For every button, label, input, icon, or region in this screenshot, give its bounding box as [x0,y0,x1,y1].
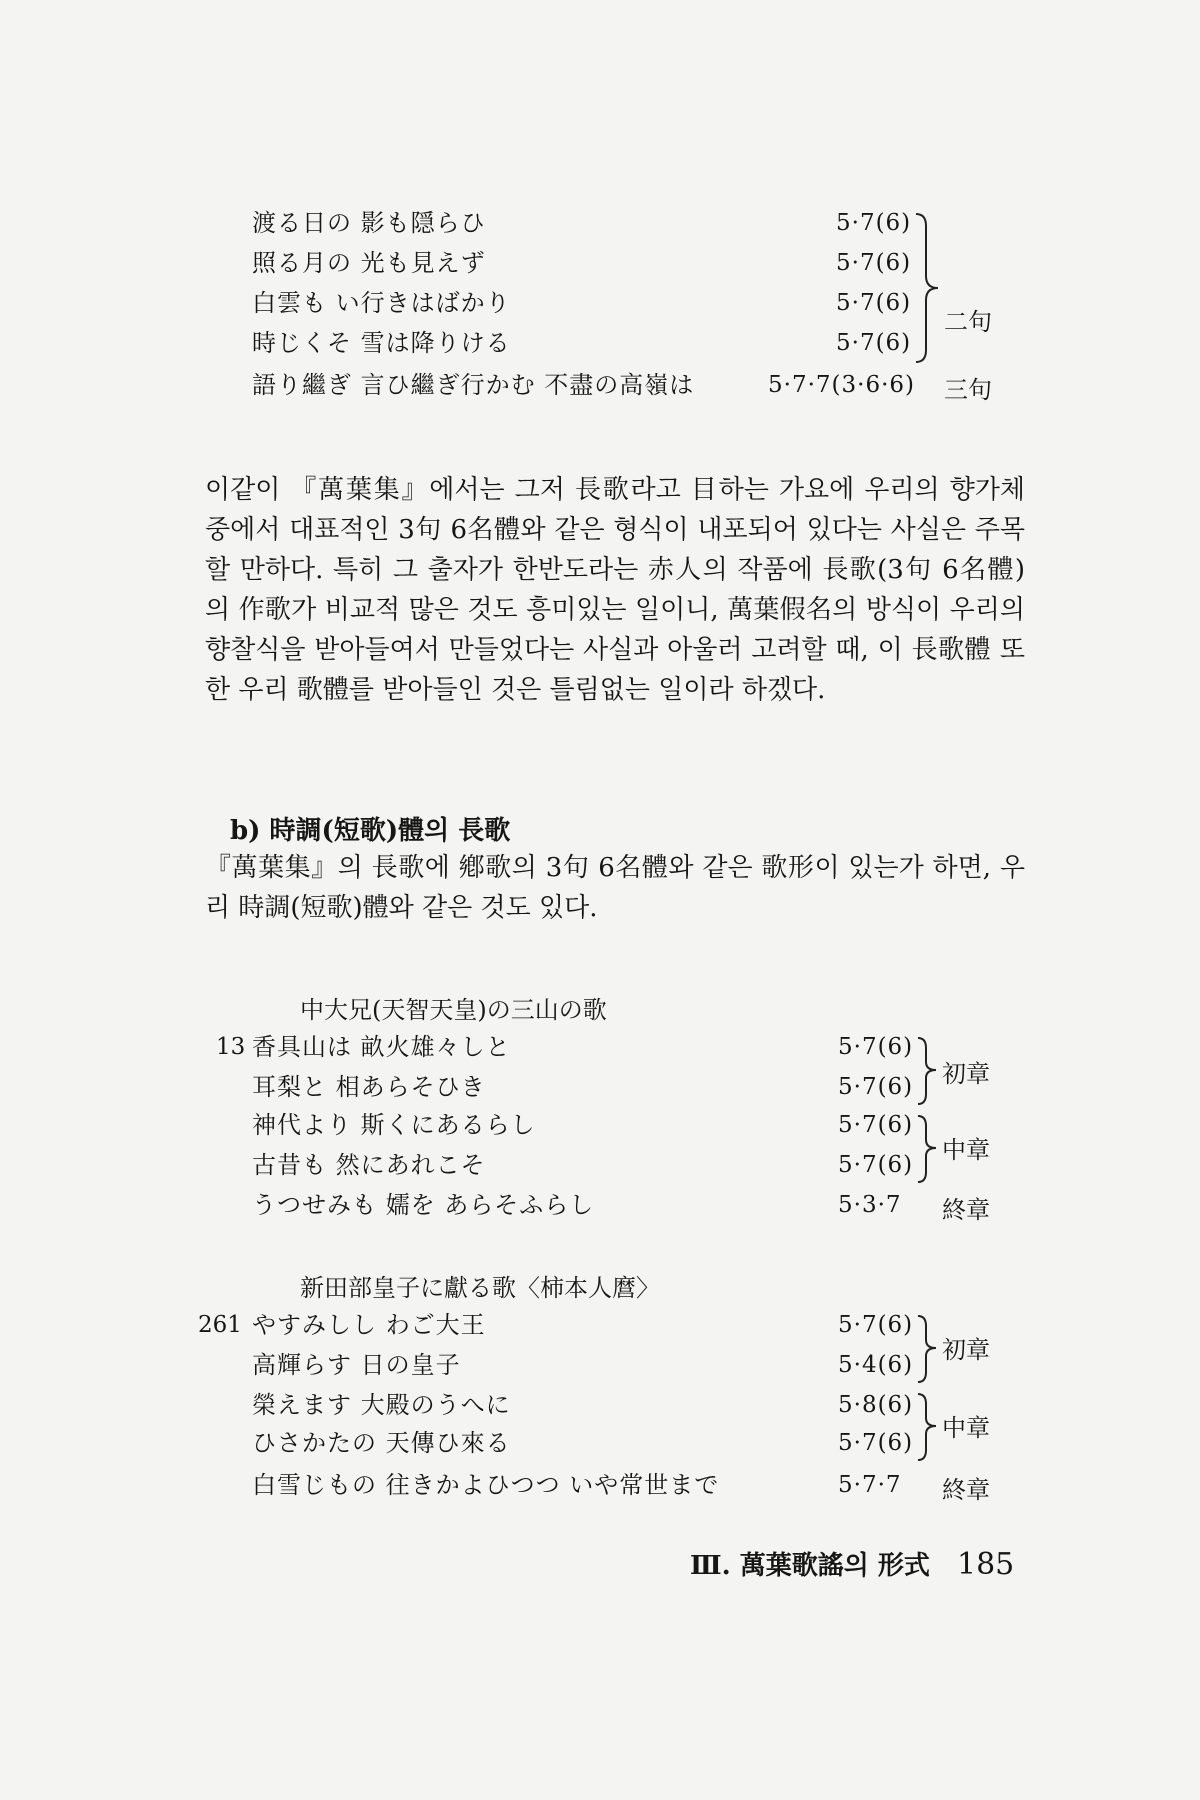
paragraph-text: 이같이 『萬葉集』에서는 그저 長歌라고 目하는 가요에 우리의 향가체 중에서 대표적인 3句 6名體와 같은 형식이 내포되어 있다는 사실은 주목할 만하다. 특히 그 출자가 한반도라는 赤人의 작품에 長歌(3句 6名體)의 作歌가 비교적 많은 것도 흥미있는 일이니, 萬葉假名의 방식이 우리의 향찰식을 받아들여서 만들었다는 사실과 아울러 고려할 때, 이 長歌體 또한 우리 歌體를 받아들인 것은 틀림없는 일이라 하겠다. [205,475,1025,705]
verse-line [0,1470,1200,1510]
meter: 5·7(6) [838,1034,914,1060]
verse-text: 高輝らす 日の皇子 [252,1351,461,1379]
verse-line [0,1390,1200,1430]
meter: 5·8(6) [838,1392,914,1418]
verse-text: 耳梨と 相あらそひき [252,1073,486,1101]
verse-line [0,370,1200,410]
verse-text: 白雪じもの 往きかよひつつ いや常世まで [252,1471,720,1499]
brace-icon [914,1036,940,1106]
meter: 5·7(6) [836,250,912,276]
verse-line [0,1072,1200,1112]
poem-title: 中大兄(天智天皇)の三山の歌 [300,996,607,1024]
verse-text: 香具山は 畝火雄々しと [252,1033,511,1061]
group-label: 中章 [942,1136,990,1164]
verse-text: 照る月の 光も見えず [252,249,486,277]
verse-line [0,328,1200,368]
poem-number: 261 [198,1312,242,1338]
verse-text: ひさかたの 天傳ひ來る [252,1429,511,1457]
group-label: 終章 [942,1476,990,1504]
poem-title: 新田部皇子に獻る歌〈柿本人麿〉 [300,1274,660,1302]
meter: 5·3·7 [838,1192,902,1218]
meter: 5·7(6) [838,1074,914,1100]
meter: 5·7(6) [838,1312,914,1338]
verse-line [0,1428,1200,1468]
poem-number: 13 [216,1034,246,1060]
group-label: 二句 [944,308,992,336]
running-title: Ⅲ. 萬葉歌謠의 形式 [690,1551,930,1581]
verse-text: 榮えます 大殿のうへに [252,1391,511,1419]
page-footer [690,1545,1014,1582]
group-label: 終章 [942,1196,990,1224]
meter: 5·7(6) [836,210,912,236]
meter: 5·7·7 [838,1472,902,1498]
verse-text: 語り繼ぎ 言ひ繼ぎ行かむ 不盡の高嶺は [252,371,695,399]
verse-line [0,1190,1200,1230]
brace-icon [914,1392,940,1462]
section-heading: b) 時調(短歌)體의 長歌 [230,816,511,846]
verse-line [0,288,1200,328]
meter: 5·4(6) [838,1352,914,1378]
brace-icon [912,212,942,364]
verse-line [0,1110,1200,1150]
body-paragraph [205,470,1025,710]
verse-text: 神代より 斯くにあるらし [252,1111,536,1139]
meter: 5·7(6) [836,290,912,316]
meter: 5·7(6) [838,1152,914,1178]
page-number: 185 [957,1547,1015,1582]
verse-line [0,1032,1200,1072]
verse-line [0,208,1200,248]
verse-line [0,1150,1200,1190]
group-label: 初章 [942,1060,990,1088]
meter: 5·7(6) [838,1430,914,1456]
verse-text: 古昔も 然にあれこそ [252,1151,486,1179]
verse-line [0,1310,1200,1350]
verse-text: やすみしし わご大王 [252,1311,486,1339]
group-label: 中章 [942,1414,990,1442]
verse-text: 渡る日の 影も隠らひ [252,209,486,237]
meter: 5·7·7(3·6·6) [768,372,915,398]
brace-icon [914,1314,940,1384]
verse-line [0,248,1200,288]
verse-line [0,1350,1200,1390]
verse-text: 白雲も い行きはばかり [252,289,511,317]
meter: 5·7(6) [838,1112,914,1138]
paragraph-text: 『萬葉集』의 長歌에 鄕歌의 3句 6名體와 같은 歌形이 있는가 하면, 우리 時調(短歌)體와 같은 것도 있다. [205,853,1025,923]
group-label: 三句 [944,376,992,404]
body-paragraph [205,848,1025,928]
verse-text: 時じくそ 雪は降りける [252,329,511,357]
meter: 5·7(6) [836,330,912,356]
brace-icon [914,1114,940,1184]
verse-text: うつせみも 嬬を あらそふらし [252,1191,595,1219]
group-label: 初章 [942,1336,990,1364]
